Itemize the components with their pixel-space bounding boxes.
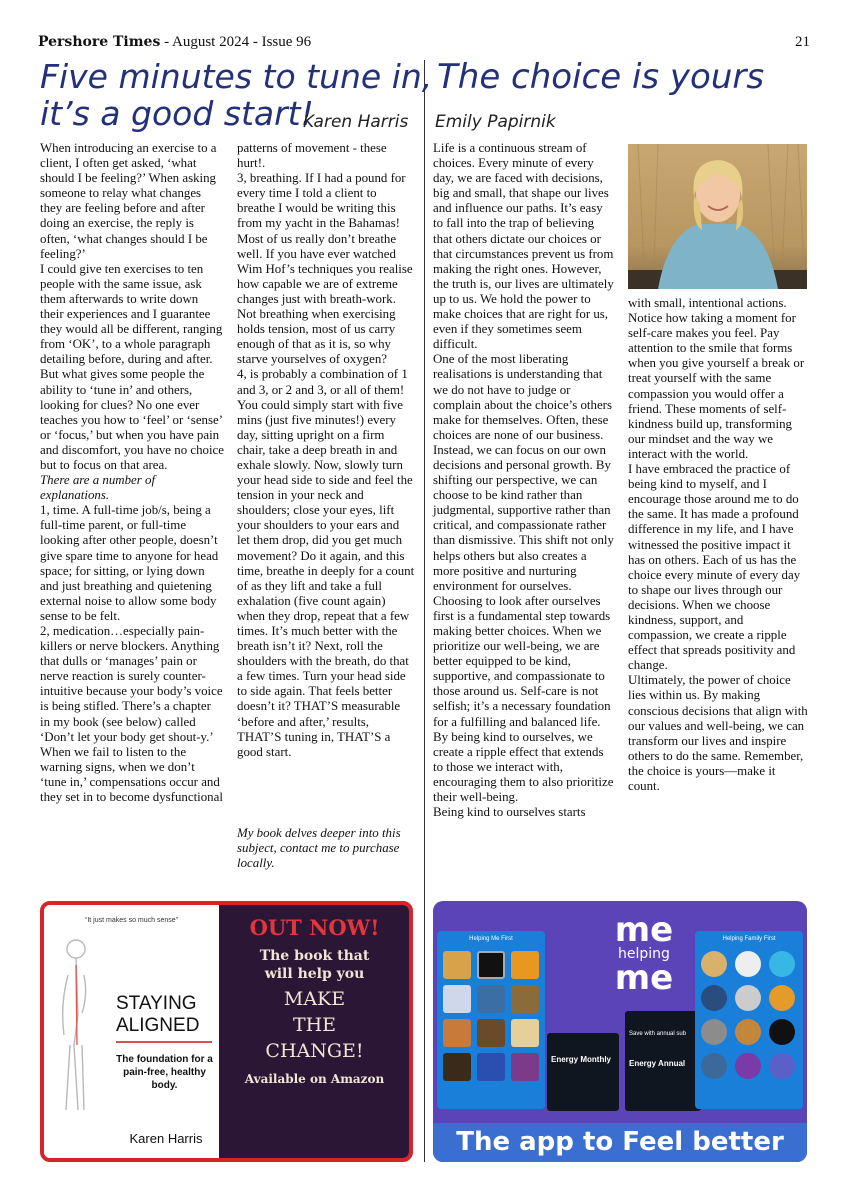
page-number: 21: [795, 34, 810, 50]
book-promo-panel: [219, 905, 410, 1158]
book-cover: [44, 905, 219, 1158]
app-tile: [769, 985, 795, 1011]
article1-column2: [237, 141, 415, 760]
app-tiles-right: [701, 951, 797, 1079]
paragraph: 4, is probably a combination of 1 and 3, or 2 and 3, or all of them!: [237, 367, 408, 397]
app-tagline: The app to Feel better: [433, 1123, 807, 1162]
book-quote: “It just makes so much sense”: [85, 917, 178, 924]
app-tile: [477, 1053, 505, 1081]
app-tile: [735, 951, 761, 977]
app-tile: [701, 1053, 727, 1079]
app-tile: [511, 1019, 539, 1047]
app-screen-left: [437, 931, 545, 1109]
paragraph: Life is a continuous stream of choices. Every minute of every day, we are faced with decisions, big and small, that shape our lives and influence our paths. It’s easy to fall into the trap of believing that others dictate our choices or that circumstances prevent us from making the right ones. However, the truth is, our lives are ultimately up to us. We hold the power to make choices that are right for us, even if they sometimes seem difficult.: [433, 141, 614, 352]
paragraph: 3, breathing. If I had a pound for every time I told a client to breathe I would be writing this from my yacht in the Bahamas! Most of us really don’t breathe well. If you have ever watched Wim Hof’s techniques you realise how capable we are of extreme changes just with breath-work. Not breathing when exercising holds tension, most of us carry enough of that as it is, so why starve yourselves of oxygen?: [237, 171, 413, 367]
paragraph-italic: There are a number of explanations.: [40, 473, 156, 503]
article1-footnote: My book delves deeper into this subject, contact me to purchase locally.: [237, 826, 401, 871]
book-title: [116, 993, 216, 1037]
book-title-line1: STAYING: [116, 993, 197, 1014]
article2-title: The choice is yours: [437, 57, 765, 97]
paragraph: Choosing to look after ourselves first is a fundamental step towards making better choices. When we prioritize our well-being, we are better equipped to be kind, supportive, and compassionate to those around us. Self-care is not selfish; it’s a necessary foundation for a fulfilling and balanced life. By being kind to ourselves, we create a ripple effect that extends to those we interact with, encouraging them to also prioritize their well-being.: [433, 593, 614, 805]
promo-line4: THE: [292, 1014, 337, 1036]
app-advert[interactable]: [433, 901, 807, 1162]
paragraph: patterns of movement - these hurt!.: [237, 141, 387, 171]
app-tile: [477, 985, 505, 1013]
article1-author: Karen Harris: [303, 112, 409, 132]
plan-annual-badge: Save with annual sub: [629, 1031, 687, 1037]
book-advert[interactable]: [40, 901, 413, 1162]
plan-monthly-title: Energy Monthly: [551, 1055, 612, 1064]
app-tile: [443, 1019, 471, 1047]
book-title-line2: ALIGNED: [116, 1015, 200, 1036]
issue-info: - August 2024 - Issue 96: [164, 34, 312, 50]
article2-column2: [628, 296, 808, 794]
column-divider: [424, 60, 425, 1162]
paragraph: 1, time. A full-time job/s, being a full-time parent, or full-time looking after other people, doesn’t give spare time to anyone for head space; for sitting, or lying down and just breathing and quietening external noise to allow some body sense to be felt.: [40, 503, 219, 623]
app-tile: [769, 1019, 795, 1045]
paragraph: One of the most liberating realisations is understanding that we do not have to judge or complain about the choice’s others make for themselves. Often, these choices are none of our business. Instead, we can focus on our own decisions and personal growth. By shifting our perspective, we can choose to be kind rather than judgmental, supportive rather than critical, and compassionate rather than dismissive. This shift not only helps others but also creates a more positive and nurturing environment for ourselves.: [433, 352, 614, 593]
article1-column1: [40, 141, 224, 805]
app-tile: [701, 951, 727, 977]
app-tile: [511, 951, 539, 979]
article2-column1: [433, 141, 615, 820]
app-tile: [443, 985, 471, 1013]
screen-right-title: Helping Family First: [722, 936, 776, 942]
app-tile: [735, 985, 761, 1011]
app-tile: [701, 985, 727, 1011]
paragraph: I could give ten exercises to ten people with the same issue, ask them afterwards to write down their experiences and I guarantee they would all be different, ranging from ‘OK’, to a whole paragraph detailing before, during and after. But what gives some people the ability to ‘tune in’ and others, looking for clues? No one ever teaches you how to ‘feel’ or ‘sense’ or ‘focus,’ but when you have pain and discomfort, you have no choice but to focus on that area.: [40, 261, 224, 472]
available-on-amazon: Available on Amazon: [244, 1072, 385, 1086]
paragraph: with small, intentional actions. Notice how taking a moment for self-care makes you feel. Pay attention to the smile that forms when you give yourself a break or treat yourself with the same compassion you would offer a friend. These moments of self-kindness build up, transforming our mindset and the way we interact with the world.: [628, 296, 805, 461]
paragraph: 2, medication…especially pain-killers or nerve blockers. Anything that dulls or ‘manages’ pain or nerve reaction is surely counter-intuitive because your body’s voice is being stifled. There’s a chapter in my book (see below) called ‘Don’t let your body get shout-y.’ When we fail to listen to the warning signs, when we don’t ‘tune in,’ compensations occur and they set in to become dysfunctional: [40, 624, 223, 805]
app-tile: [769, 1053, 795, 1079]
app-tile: [735, 1053, 761, 1079]
app-tiles-left: [443, 951, 539, 1081]
screen-left-title: Helping Me First: [469, 936, 513, 942]
paragraph: Ultimately, the power of choice lies within us. By making conscious decisions that align with our values and well-being, we can transform our lives and inspire others to do the same. Remember, the choice is yours—make it count.: [628, 673, 808, 793]
article2-author: Emily Papirnik: [435, 112, 556, 132]
app-tile: [769, 951, 795, 977]
book-author: Karen Harris: [129, 1131, 203, 1146]
app-logo: [595, 910, 693, 1003]
author-photo: [628, 144, 807, 289]
logo-top: me: [614, 910, 674, 950]
paragraph: When introducing an exercise to a client, I often get asked, ‘what should I be feeling?’ When asking someone to relay what changes they are feeling before and after doing an exercise, the reply is often, ‘what changes should I be feeling?’: [40, 141, 217, 261]
app-tile: [735, 1019, 761, 1045]
logo-bottom: me: [614, 958, 674, 998]
promo-line5: CHANGE!: [265, 1040, 364, 1062]
app-tile: [443, 1053, 471, 1081]
logo-middle: helping: [618, 946, 670, 962]
out-now-label: OUT NOW!: [249, 915, 380, 940]
app-tile: [443, 951, 471, 979]
skeleton-figure-icon: [56, 935, 96, 1115]
book-subtitle: The foundation for a pain-free, healthy body.: [116, 1054, 213, 1091]
app-tile: [477, 951, 505, 979]
paragraph: You could simply start with five mins (just five minutes!) every day, sitting upright on a firm chair, take a deep breath in and exhale slowly. Now, slowly turn your head side to side and feel the tension in your neck and shoulders; close your eyes, lift your shoulders to your ears and let them drop, did you get much movement? Do it again, and this time, breathe in deeply for a count of as they lift and take a full exhalation (five count again) when they drop, repeat that a few times. It’s much better with the breath isn’t it? Next, roll the shoulders with the breath, do that a few times. Turn your head side to side again. That feels better doesn’t it? THAT’S measurable ‘before and after,’ results, THAT’S tuning in, THAT’S a good start.: [237, 397, 415, 759]
woman-portrait-image: [628, 144, 807, 289]
article1-title-line1: Five minutes to tune in,: [40, 57, 433, 96]
promo-line3: MAKE: [283, 988, 346, 1010]
page-header: [38, 34, 810, 56]
promo-line1: The book that: [259, 948, 370, 964]
title-underline: [116, 1041, 212, 1043]
app-tile: [477, 1019, 505, 1047]
masthead: Pershore Times: [38, 34, 161, 50]
app-tile: [511, 985, 539, 1013]
paragraph: I have embraced the practice of being kind to myself, and I encourage those around me to do the same. It has made a profound difference in my life, and I have witnessed the positive impact it has on others. Each of us has the choice every minute of every day to shape our lives through our decisions. When we choose kindness, support, and compassion, we create a ripple effect that spreads positivity and change.: [628, 462, 801, 673]
app-screen-right: [695, 931, 803, 1109]
plan-annual-title: Energy Annual: [629, 1059, 686, 1068]
promo-line2: will help you: [264, 966, 365, 982]
paragraph: Being kind to ourselves starts: [433, 805, 586, 820]
plan-card-annual[interactable]: [625, 1011, 701, 1111]
app-tile: [701, 1019, 727, 1045]
article1-title-line2: it’s a good start!: [40, 94, 314, 133]
plan-card-monthly[interactable]: [547, 1033, 619, 1111]
app-tile: [511, 1053, 539, 1081]
